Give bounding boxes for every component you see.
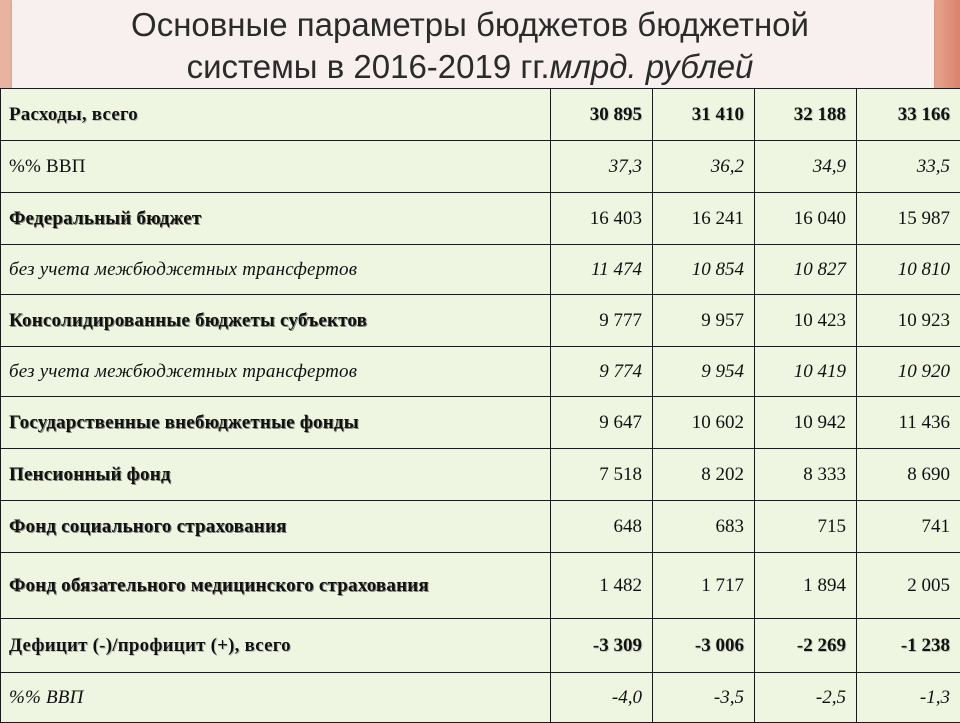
- row-label: Фонд обязательного медицинского страхования: [1, 553, 551, 619]
- value-cell: 8 333: [755, 449, 857, 501]
- value-cell: 9 954: [653, 347, 755, 397]
- value-cell: -3 309: [551, 619, 653, 673]
- value-cell: 648: [551, 501, 653, 553]
- value-cell: -3,5: [653, 673, 755, 723]
- row-label: Государственные внебюджетные фонды: [1, 397, 551, 449]
- value-cell: 8 690: [857, 449, 960, 501]
- row-label: Консолидированные бюджеты субъектов: [1, 295, 551, 347]
- value-cell: 10 827: [755, 245, 857, 295]
- row-label: Фонд социального страхования: [1, 501, 551, 553]
- table-row-total-expenditure: [1, 89, 960, 141]
- row-label: Расходы, всего: [1, 89, 551, 141]
- value-cell: -1 238: [857, 619, 960, 673]
- row-label: без учета межбюджетных трансфертов: [1, 245, 551, 295]
- value-cell: 9 647: [551, 397, 653, 449]
- row-label: %% ВВП: [1, 141, 551, 193]
- table-row-deficit-gdp-share: [1, 673, 960, 723]
- row-label: без учета межбюджетных трансфертов: [1, 347, 551, 397]
- row-label: Федеральный бюджет: [1, 193, 551, 245]
- decorative-stripe-left: [0, 0, 12, 90]
- value-cell: 11 436: [857, 397, 960, 449]
- value-cell: 10 854: [653, 245, 755, 295]
- value-cell: 10 419: [755, 347, 857, 397]
- value-cell: 715: [755, 501, 857, 553]
- value-cell: 9 774: [551, 347, 653, 397]
- value-cell: -2 269: [755, 619, 857, 673]
- value-cell: 32 188: [755, 89, 857, 141]
- budget-table: [0, 88, 960, 723]
- value-cell: 36,2: [653, 141, 755, 193]
- value-cell: 741: [857, 501, 960, 553]
- row-label: %% ВВП: [1, 673, 551, 723]
- title-unit: млрд. рублей: [550, 48, 754, 85]
- row-label: Пенсионный фонд: [1, 449, 551, 501]
- value-cell: 9 777: [551, 295, 653, 347]
- value-cell: 30 895: [551, 89, 653, 141]
- table-row-regional-budgets: [1, 295, 960, 347]
- row-label: Дефицит (-)/профицит (+), всего: [1, 619, 551, 673]
- value-cell: -2,5: [755, 673, 857, 723]
- value-cell: -4,0: [551, 673, 653, 723]
- title-line-2-prefix: системы в 2016-2019 гг.: [187, 48, 550, 85]
- title-line-2: [40, 46, 900, 88]
- value-cell: -3 006: [653, 619, 755, 673]
- table-row-deficit-surplus: [1, 619, 960, 673]
- value-cell: 10 923: [857, 295, 960, 347]
- value-cell: 1 482: [551, 553, 653, 619]
- decorative-stripe-right: [934, 0, 960, 90]
- slide-title: [40, 4, 900, 88]
- value-cell: 10 942: [755, 397, 857, 449]
- table-row-medical-insurance-fund: [1, 553, 960, 619]
- value-cell: 16 040: [755, 193, 857, 245]
- value-cell: -1,3: [857, 673, 960, 723]
- value-cell: 10 810: [857, 245, 960, 295]
- table-row-federal-excl-transfers: [1, 245, 960, 295]
- value-cell: 33 166: [857, 89, 960, 141]
- table-row-regional-excl-transfers: [1, 347, 960, 397]
- value-cell: 10 423: [755, 295, 857, 347]
- value-cell: 37,3: [551, 141, 653, 193]
- value-cell: 31 410: [653, 89, 755, 141]
- value-cell: 10 602: [653, 397, 755, 449]
- value-cell: 33,5: [857, 141, 960, 193]
- value-cell: 34,9: [755, 141, 857, 193]
- value-cell: 8 202: [653, 449, 755, 501]
- value-cell: 1 717: [653, 553, 755, 619]
- value-cell: 1 894: [755, 553, 857, 619]
- value-cell: 9 957: [653, 295, 755, 347]
- table-row-gdp-share: [1, 141, 960, 193]
- table-row-extrabudgetary-funds: [1, 397, 960, 449]
- value-cell: 10 920: [857, 347, 960, 397]
- table-row-federal-budget: [1, 193, 960, 245]
- value-cell: 16 241: [653, 193, 755, 245]
- title-line-1: Основные параметры бюджетов бюджетной: [40, 4, 900, 46]
- value-cell: 683: [653, 501, 755, 553]
- table-row-social-insurance-fund: [1, 501, 960, 553]
- value-cell: 7 518: [551, 449, 653, 501]
- value-cell: 11 474: [551, 245, 653, 295]
- value-cell: 2 005: [857, 553, 960, 619]
- value-cell: 15 987: [857, 193, 960, 245]
- table-row-pension-fund: [1, 449, 960, 501]
- value-cell: 16 403: [551, 193, 653, 245]
